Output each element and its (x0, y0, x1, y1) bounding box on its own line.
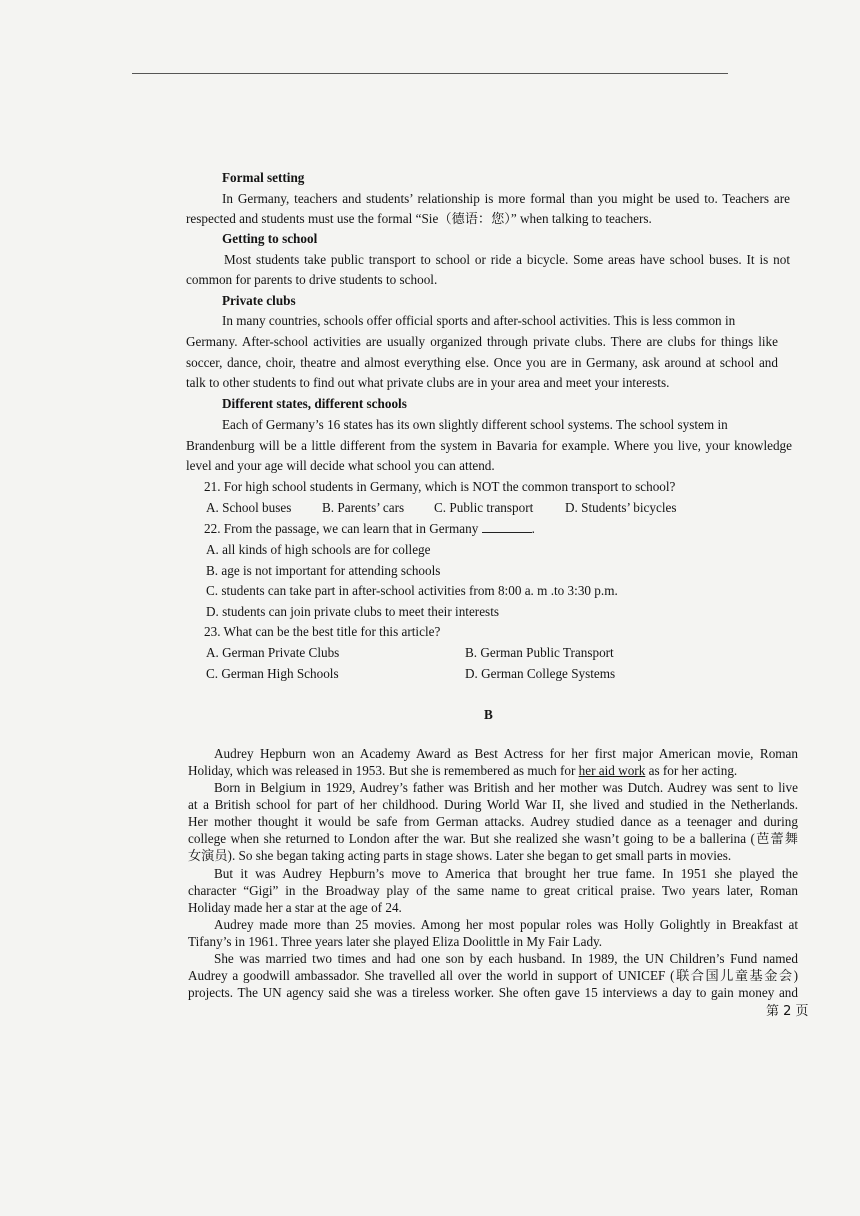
question-21-option-a: A. School buses (206, 500, 292, 515)
passage-b-p5-line-3: projects. The UN agency said she was a tireless worker. She often gave 15 interviews a day to gain money and (188, 985, 798, 1000)
formal-line-1: In Germany, teachers and students’ relationship is more formal than you might be used to. Teachers are (222, 191, 790, 206)
question-22-option-b: B. age is not important for attending schools (206, 563, 441, 578)
passage-b-p4-line-1: Audrey made more than 25 movies. Among her most popular roles was Holly Golightly in Breakfast at (214, 917, 798, 932)
passage-b-p2-line-4: college when she returned to London after the war. But she realized she wasn’t going to be a ballerina (芭蕾舞 (188, 831, 798, 846)
question-22-period: . (531, 521, 535, 536)
question-21-stem: 21. For high school students in Germany, which is NOT the common transport to school? (204, 479, 676, 494)
formal-line-2: respected and students must use the formal “Sie（德语：您）” when talking to teachers. (186, 211, 652, 226)
p1-line-2-end: as for her acting. (645, 763, 738, 778)
heading-private-clubs: Private clubs (222, 293, 296, 308)
clubs-line-1: In many countries, schools offer official sports and after-school activities. This is less common in (222, 313, 736, 328)
question-22-option-a: A. all kinds of high schools are for college (206, 542, 431, 557)
question-22-stem-text: 22. From the passage, we can learn that in Germany (204, 521, 479, 536)
answer-blank (482, 521, 532, 533)
transport-line-2: common for parents to drive students to school. (186, 272, 438, 287)
question-22-option-d: D. students can join private clubs to meet their interests (206, 604, 499, 619)
question-21-option-c: C. Public transport (434, 500, 534, 515)
clubs-line-3: soccer, dance, choir, theatre and almost everything else. Once you are in Germany, ask around at school and (186, 355, 778, 370)
passage-b-p4-line-2: Tifany’s in 1961. Three years later she played Eliza Doolittle in My Fair Lady. (188, 934, 603, 949)
question-21-option-b: B. Parents’ cars (322, 500, 405, 515)
clubs-line-4: talk to other students to find out what private clubs are in your area and meet your interests. (186, 375, 670, 390)
question-21-option-d: D. Students’ bicycles (565, 500, 677, 515)
question-23-option-d: D. German College Systems (465, 666, 616, 681)
clubs-line-2: Germany. After-school activities are usually organized through private clubs. There are clubs for things like (186, 334, 778, 349)
passage-b-p2-line-5: 女演员). So she began taking acting parts in stage shows. Later she began to get small parts in movies. (188, 848, 732, 863)
passage-b-p3-line-2: character “Gigi” in the Broadway play of the same name to great critical praise. Two years later, Roman (188, 883, 798, 898)
passage-b-p5-line-2: Audrey a goodwill ambassador. She travelled all over the world in support of UNICEF (联合国儿童基金会) (188, 968, 798, 983)
question-23-option-a: A. German Private Clubs (206, 645, 340, 660)
passage-b-p2-line-2: at a British school for part of her childhood. During World War II, she lived and studied in the Netherlands. (188, 797, 798, 812)
heading-getting-to-school: Getting to school (222, 231, 318, 246)
top-divider (132, 73, 728, 74)
question-22-stem (204, 521, 535, 537)
passage-b-p3-line-1: But it was Audrey Hepburn’s move to America that brought her true fame. In 1951 she played the (214, 866, 798, 881)
passage-b-p3-line-3: Holiday made her a star at the age of 24. (188, 900, 402, 915)
question-23-stem: 23. What can be the best title for this article? (204, 624, 441, 639)
states-line-3: level and your age will decide what school you can attend. (186, 458, 495, 473)
passage-b-p1-line-2 (188, 763, 737, 779)
passage-b-p2-line-3: Her mother thought it would be safe from German attacks. Audrey studied dance as a teenager and during (188, 814, 798, 829)
page-number: 第 2 页 (766, 1004, 809, 1019)
heading-different-states: Different states, different schools (222, 396, 407, 411)
passage-b-p5-line-1: She was married two times and had one son by each husband. In 1989, the UN Children’s Fund named (214, 951, 798, 966)
question-23-option-b: B. German Public Transport (465, 645, 614, 660)
transport-line-1: Most students take public transport to school or ride a bicycle. Some areas have school buses. It is not (224, 252, 790, 267)
question-22-option-c: C. students can take part in after-school activities from 8:00 a. m .to 3:30 p.m. (206, 583, 618, 598)
heading-formal-setting: Formal setting (222, 170, 305, 185)
underlined-phrase: her aid work (578, 763, 646, 778)
passage-b-p1-line-1: Audrey Hepburn won an Academy Award as Best Actress for her first major American movie, Roman (214, 746, 798, 761)
passage-b-label: B (484, 707, 493, 722)
states-line-1: Each of Germany’s 16 states has its own slightly different school systems. The school system in (222, 417, 728, 432)
states-line-2: Brandenburg will be a little different from the system in Bavaria for example. Where you live, your knowledge (186, 438, 792, 453)
passage-b-p2-line-1: Born in Belgium in 1929, Audrey’s father was British and her mother was Dutch. Audrey was sent to live (214, 780, 798, 795)
p1-line-2-start: Holiday, which was released in 1953. But she is remembered as much for (188, 763, 579, 778)
question-23-option-c: C. German High Schools (206, 666, 339, 681)
